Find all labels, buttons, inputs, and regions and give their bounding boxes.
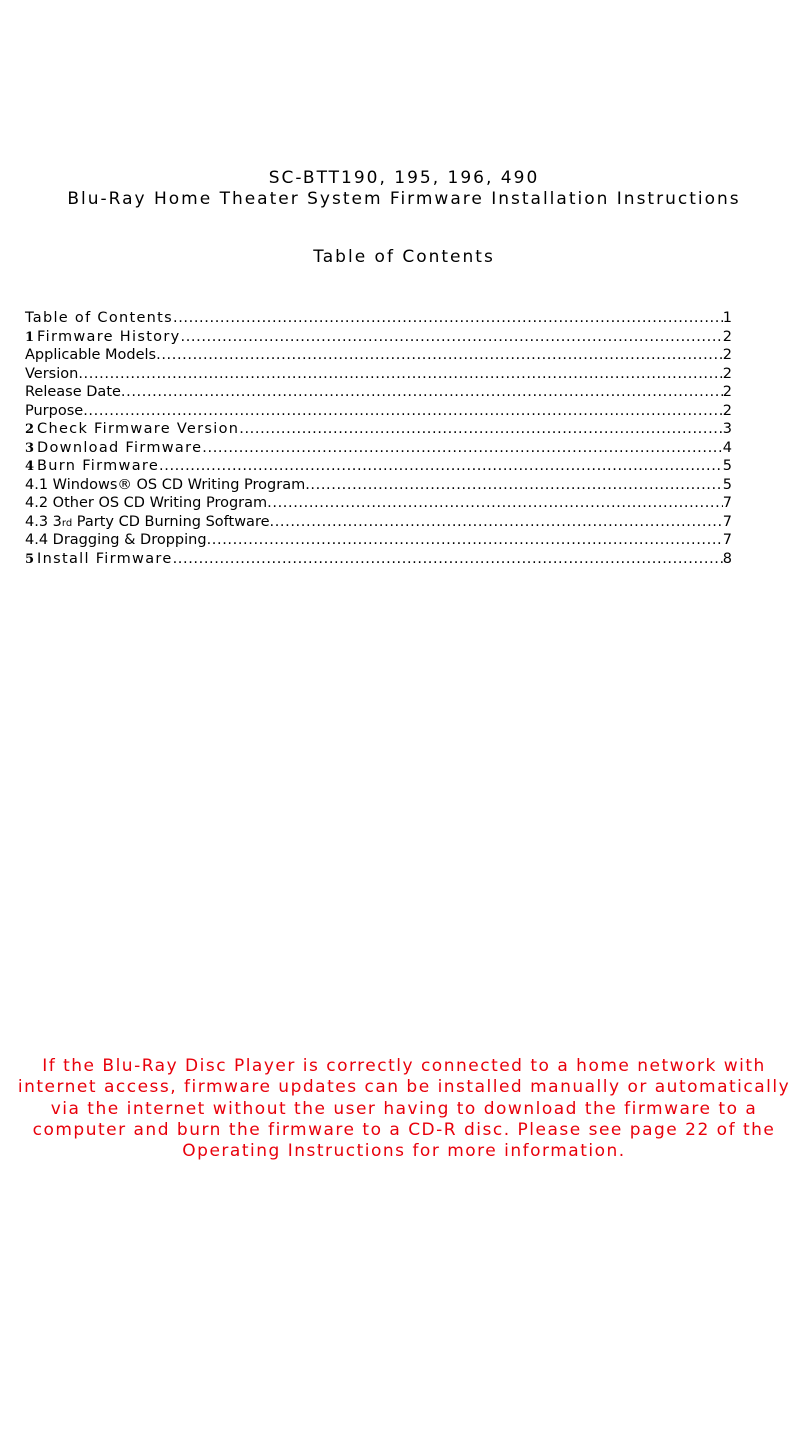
toc-dot-leader bbox=[181, 328, 723, 347]
toc-entry[interactable] bbox=[25, 365, 732, 384]
toc-page-number: 7 bbox=[722, 495, 732, 511]
toc-dot-leader bbox=[78, 365, 722, 384]
toc-entry-title: Install Firmware bbox=[37, 550, 173, 567]
toc-entry[interactable] bbox=[25, 328, 732, 347]
toc-dot-leader bbox=[173, 550, 723, 569]
toc-dot-leader bbox=[159, 457, 723, 476]
ordinal-suffix: rd bbox=[61, 517, 73, 529]
toc-entry-title: 4.1 Windows® OS CD Writing Program bbox=[25, 476, 306, 493]
toc-entry[interactable] bbox=[25, 476, 732, 495]
toc-page-number: 4 bbox=[722, 439, 732, 456]
toc-entry-title bbox=[25, 513, 270, 534]
toc-entry-title: Download Firmware bbox=[37, 439, 203, 456]
toc-entry[interactable] bbox=[25, 309, 732, 328]
toc-entry-title-start: 4.3 3 bbox=[25, 513, 62, 530]
toc-page-number: 2 bbox=[722, 402, 732, 419]
toc-page-number: 3 bbox=[722, 421, 732, 437]
toc-entry[interactable] bbox=[25, 550, 732, 569]
toc-section-number: 4 bbox=[25, 459, 35, 474]
toc-dot-leader bbox=[207, 531, 723, 550]
toc-entry[interactable] bbox=[25, 494, 732, 513]
toc-entry-title: Version bbox=[25, 365, 79, 382]
toc-page-number: 2 bbox=[722, 365, 732, 382]
toc-section-number: 5 bbox=[25, 551, 35, 567]
table-of-contents bbox=[25, 309, 732, 568]
toc-section-number: 3 bbox=[25, 440, 35, 456]
toc-page-number: 2 bbox=[722, 328, 732, 345]
toc-entry-title: Firmware History bbox=[37, 328, 181, 345]
toc-page-number: 7 bbox=[722, 532, 732, 548]
toc-dot-leader bbox=[121, 383, 723, 402]
toc-entry[interactable] bbox=[25, 346, 732, 365]
toc-entry[interactable] bbox=[25, 457, 732, 476]
toc-entry-title-end: Party CD Burning Software bbox=[72, 513, 270, 530]
toc-page-number: 5 bbox=[722, 458, 732, 474]
toc-heading: Table of Contents bbox=[313, 247, 495, 267]
toc-dot-leader bbox=[173, 309, 723, 328]
toc-page-number: 2 bbox=[722, 347, 732, 363]
toc-page-number: 7 bbox=[722, 513, 732, 530]
toc-entry-title: Burn Firmware bbox=[37, 458, 160, 474]
document-title: Blu-Ray Home Theater System Firmware Installation Instructions bbox=[67, 189, 741, 209]
toc-entry[interactable] bbox=[25, 383, 732, 402]
toc-entry-title: 4.4 Dragging & Dropping bbox=[25, 532, 207, 548]
toc-entry-title: Release Date bbox=[25, 384, 121, 400]
toc-page-number: 5 bbox=[722, 476, 732, 493]
toc-entry-title: Applicable Models bbox=[25, 347, 157, 363]
toc-entry-title: Table of Contents bbox=[25, 310, 174, 326]
toc-dot-leader bbox=[156, 346, 723, 365]
toc-section-number: 2 bbox=[25, 422, 35, 437]
toc-dot-leader bbox=[267, 494, 723, 513]
toc-page-number: 8 bbox=[722, 550, 732, 567]
toc-entry-title: Purpose bbox=[25, 402, 84, 419]
network-update-notice: If the Blu-Ray Disc Player is correctly connected to a home network with internet access, firmware updates can be installed manually or automatically via the internet without the user having to download the firmware to a computer and burn the firmware to a CD-R disc. Please see page 22 of the Operating Instructions for more information. bbox=[17, 1056, 791, 1162]
toc-dot-leader bbox=[202, 439, 722, 458]
toc-entry[interactable] bbox=[25, 420, 732, 439]
toc-entry-title: Check Firmware Version bbox=[37, 421, 240, 437]
toc-section-number: 1 bbox=[25, 329, 35, 345]
toc-entry[interactable] bbox=[25, 439, 732, 458]
model-numbers-title: SC-BTT190, 195, 196, 490 bbox=[268, 168, 540, 188]
toc-page-number: 1 bbox=[722, 310, 732, 326]
toc-dot-leader bbox=[270, 513, 723, 532]
toc-entry[interactable] bbox=[25, 402, 732, 421]
toc-entry-title: 4.2 Other OS CD Writing Program bbox=[25, 495, 268, 511]
toc-entry[interactable] bbox=[25, 531, 732, 550]
toc-dot-leader bbox=[305, 476, 723, 495]
toc-entry[interactable] bbox=[25, 513, 732, 532]
toc-dot-leader bbox=[239, 420, 723, 439]
toc-dot-leader bbox=[83, 402, 723, 421]
toc-page-number: 2 bbox=[722, 384, 732, 400]
